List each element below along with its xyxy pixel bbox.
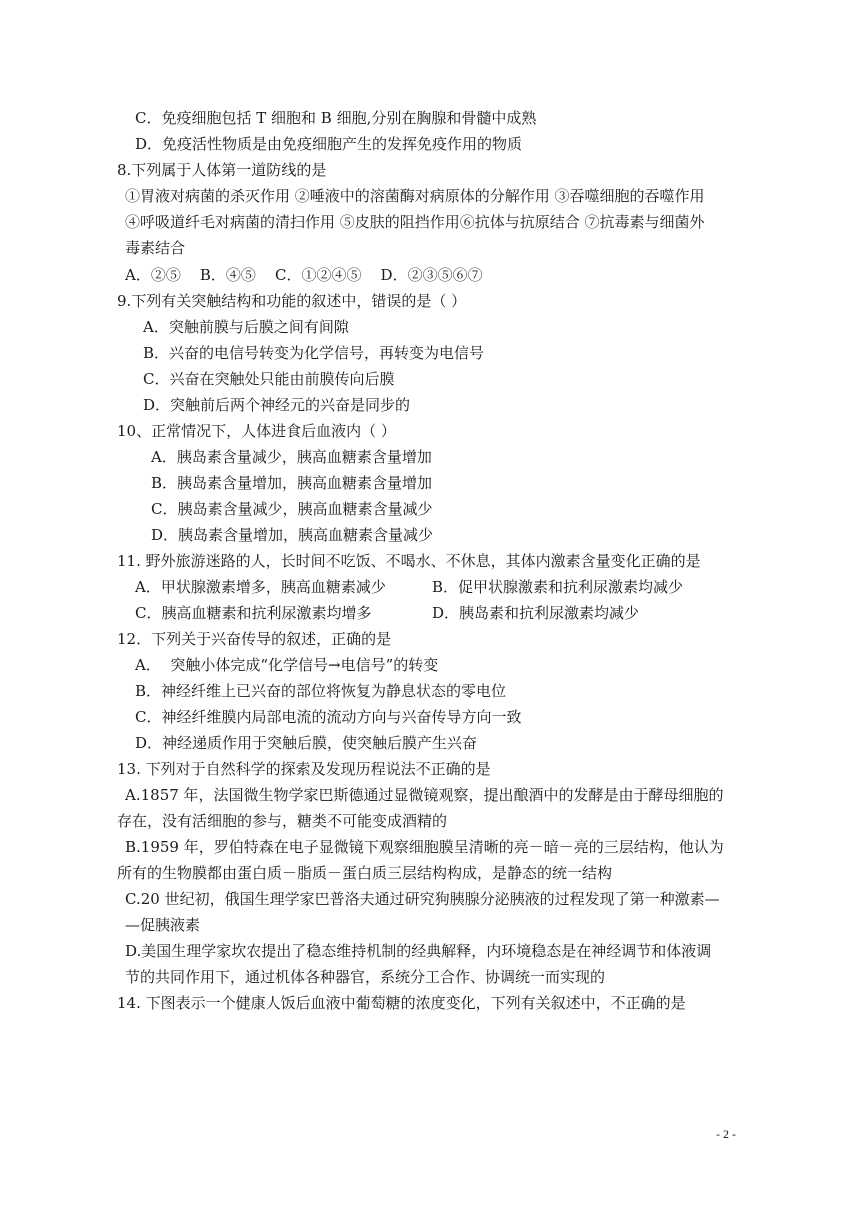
q10-option-d: D．胰岛素含量增加，胰高血糖素含量减少	[151, 526, 434, 544]
q9-option-b: B．兴奋的电信号转变为化学信号，再转变为电信号	[143, 344, 485, 362]
q13-option-c-line-2: —促胰液素	[125, 916, 201, 934]
q12-option-b: B．神经纤维上已兴奋的部位将恢复为静息状态的零电位	[135, 682, 507, 700]
q9-option-c: C．兴奋在突触处只能由前膜传向后膜	[143, 370, 395, 388]
q12-option-a: A． 突触小体完成“化学信号→电信号”的转变	[135, 656, 439, 674]
q8-options: A．②⑤ B．④⑤ C．①②④⑤ D．②③⑤⑥⑦	[125, 266, 483, 284]
q9-option-a: A．突触前膜与后膜之间有间隙	[143, 318, 349, 336]
q8-stem: 8.下列属于人体第一道防线的是	[117, 161, 327, 179]
q12-stem: 12．下列关于兴奋传导的叙述，正确的是	[117, 630, 392, 648]
q11-option-a: A．甲状腺激素增多，胰高血糖素减少	[135, 578, 386, 596]
q9-stem: 9.下列有关突触结构和功能的叙述中，错误的是（ ）	[117, 292, 467, 310]
q8-items-line-1: ①胃液对病菌的杀灭作用 ②唾液中的溶菌酶对病原体的分解作用 ③吞噬细胞的吞噬作用	[125, 187, 705, 205]
q10-option-a: A．胰岛素含量减少，胰高血糖素含量增加	[151, 448, 432, 466]
q13-option-a-line-1: A.1857 年，法国微生物学家巴斯德通过显微镜观察，提出酿酒中的发酵是由于酵母细胞的	[125, 786, 724, 804]
q11-option-d: D．胰岛素和抗利尿激素均减少	[432, 604, 640, 622]
q12-option-d: D．神经递质作用于突触后膜，使突触后膜产生兴奋	[135, 734, 478, 752]
q13-option-c-line-1: C.20 世纪初，俄国生理学家巴普洛夫通过研究狗胰腺分泌胰液的过程发现了第一种激素—	[125, 890, 720, 908]
q13-stem: 13. 下列对于自然科学的探索及发现历程说法不正确的是	[117, 760, 491, 778]
q14-stem: 14. 下图表示一个健康人饭后血液中葡萄糖的浓度变化，下列有关叙述中，不正确的是	[117, 994, 686, 1012]
q10-option-b: B．胰岛素含量增加，胰高血糖素含量增加	[151, 474, 433, 492]
q13-option-d-line-1: D.美国生理学家坎农提出了稳态维持机制的经典解释，内环境稳态是在神经调节和体液调	[125, 942, 712, 960]
q13-option-b-line-1: B.1959 年，罗伯特森在电子显微镜下观察细胞膜呈清晰的亮－暗－亮的三层结构，他认为	[125, 838, 724, 856]
page-number: - 2 -	[716, 1127, 736, 1141]
q9-option-d: D．突触前后两个神经元的兴奋是同步的	[143, 396, 411, 414]
q11-option-c: C．胰高血糖素和抗利尿激素均增多	[135, 604, 372, 622]
q11-stem: 11. 野外旅游迷路的人，长时间不吃饭、不喝水、不休息，其体内激素含量变化正确的是	[117, 552, 701, 570]
q13-option-b-line-2: 所有的生物膜都由蛋白质－脂质－蛋白质三层结构构成，是静态的统一结构	[117, 864, 613, 882]
q8-items-line-3: 毒素结合	[125, 239, 186, 257]
q8-items-line-2: ④呼吸道纤毛对病菌的清扫作用 ⑤皮肤的阻挡作用⑥抗体与抗原结合 ⑦抗毒素与细菌外	[125, 213, 705, 231]
q10-stem: 10、正常情况下，人体进食后血液内（ ）	[117, 422, 396, 440]
q13-option-a-line-2: 存在，没有活细胞的参与，糖类不可能变成酒精的	[117, 812, 448, 830]
q11-option-b: B．促甲状腺激素和抗利尿激素均减少	[432, 578, 684, 596]
q10-option-c: C．胰岛素含量减少，胰高血糖素含量减少	[151, 500, 433, 518]
q7-option-c: C．免疫细胞包括 T 细胞和 B 细胞,分别在胸腺和骨髓中成熟	[135, 109, 537, 127]
q7-option-d: D．免疫活性物质是由免疫细胞产生的发挥免疫作用的物质	[135, 135, 523, 153]
q13-option-d-line-2: 节的共同作用下，通过机体各种器官，系统分工合作、协调统一而实现的	[125, 968, 606, 986]
q12-option-c: C．神经纤维膜内局部电流的流动方向与兴奋传导方向一致	[135, 708, 522, 726]
